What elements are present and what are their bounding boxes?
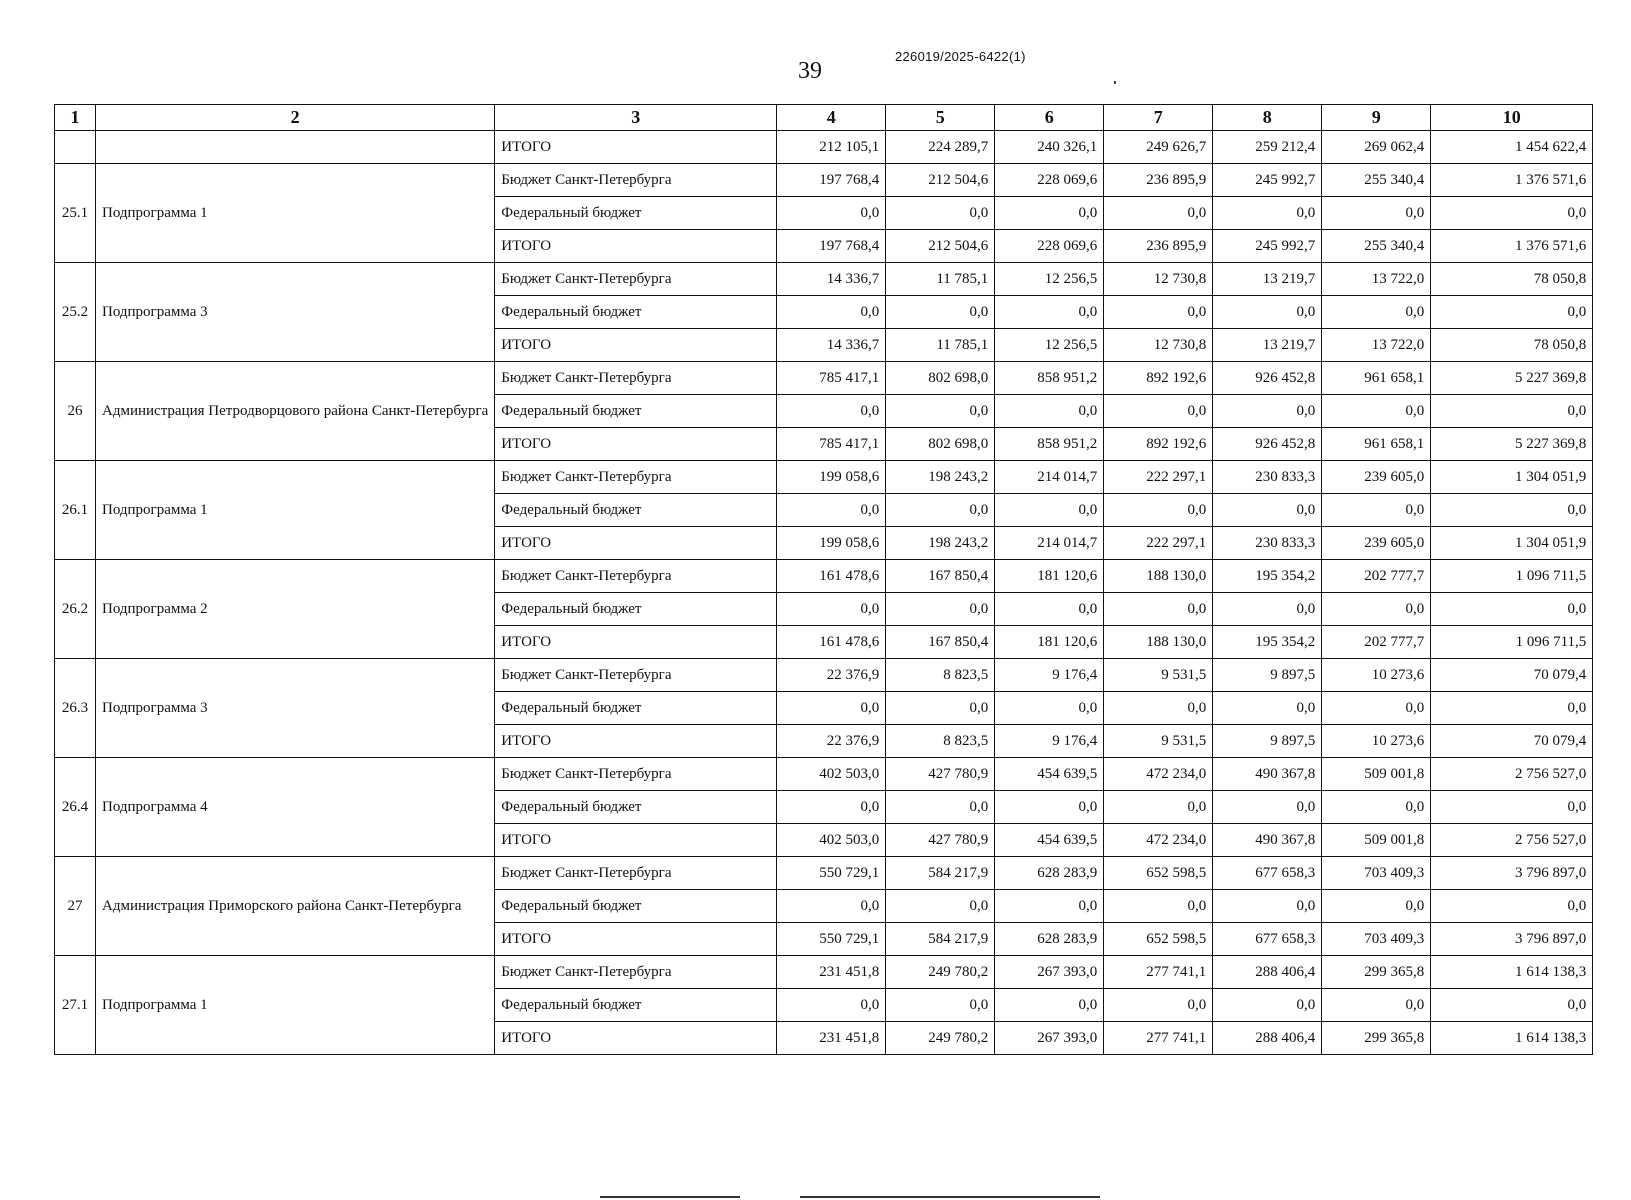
value-cell: 0,0 [995, 890, 1104, 923]
value-cell: 892 192,6 [1104, 362, 1213, 395]
row-index-cell [55, 131, 96, 164]
value-cell: 161 478,6 [777, 560, 886, 593]
value-cell: 10 273,6 [1322, 725, 1431, 758]
value-cell: 9 176,4 [995, 659, 1104, 692]
value-cell: 1 096 711,5 [1431, 560, 1593, 593]
column-header: 8 [1213, 105, 1322, 131]
column-header: 1 [55, 105, 96, 131]
value-cell: 11 785,1 [886, 263, 995, 296]
value-cell: 267 393,0 [995, 1022, 1104, 1055]
row-index-cell: 26.3 [55, 659, 96, 758]
value-cell: 1 454 622,4 [1431, 131, 1593, 164]
table-row [55, 857, 1593, 890]
row-index-cell: 26.1 [55, 461, 96, 560]
value-cell: 0,0 [1104, 890, 1213, 923]
value-cell: 584 217,9 [886, 857, 995, 890]
value-cell: 199 058,6 [777, 461, 886, 494]
value-cell: 214 014,7 [995, 461, 1104, 494]
value-cell: 0,0 [1322, 395, 1431, 428]
value-cell: 0,0 [1322, 791, 1431, 824]
value-cell: 14 336,7 [777, 329, 886, 362]
value-cell: 197 768,4 [777, 230, 886, 263]
value-cell: 1 614 138,3 [1431, 956, 1593, 989]
funding-source-cell: Бюджет Санкт-Петербурга [495, 263, 777, 296]
value-cell: 249 780,2 [886, 1022, 995, 1055]
table-row [55, 164, 1593, 197]
funding-source-cell: ИТОГО [495, 1022, 777, 1055]
value-cell: 0,0 [995, 296, 1104, 329]
value-cell: 0,0 [777, 395, 886, 428]
value-cell: 202 777,7 [1322, 626, 1431, 659]
column-header: 10 [1431, 105, 1593, 131]
funding-source-cell: Федеральный бюджет [495, 296, 777, 329]
column-header: 3 [495, 105, 777, 131]
value-cell: 0,0 [777, 890, 886, 923]
value-cell: 249 626,7 [1104, 131, 1213, 164]
value-cell: 222 297,1 [1104, 527, 1213, 560]
value-cell: 167 850,4 [886, 626, 995, 659]
funding-source-cell: ИТОГО [495, 527, 777, 560]
value-cell: 277 741,1 [1104, 956, 1213, 989]
value-cell: 509 001,8 [1322, 824, 1431, 857]
value-cell: 0,0 [886, 890, 995, 923]
value-cell: 9 897,5 [1213, 659, 1322, 692]
value-cell: 161 478,6 [777, 626, 886, 659]
funding-source-cell: Бюджет Санкт-Петербурга [495, 857, 777, 890]
column-header: 2 [96, 105, 495, 131]
value-cell: 0,0 [777, 989, 886, 1022]
value-cell: 12 730,8 [1104, 263, 1213, 296]
row-name-cell: Администрация Петродворцового района Санкт-Петербурга [96, 362, 495, 461]
value-cell: 0,0 [1104, 494, 1213, 527]
value-cell: 961 658,1 [1322, 362, 1431, 395]
funding-source-cell: ИТОГО [495, 428, 777, 461]
row-name-cell: Подпрограмма 4 [96, 758, 495, 857]
value-cell: 1 304 051,9 [1431, 461, 1593, 494]
value-cell: 0,0 [995, 593, 1104, 626]
funding-source-cell: ИТОГО [495, 824, 777, 857]
table-row [55, 560, 1593, 593]
row-name-cell: Подпрограмма 3 [96, 263, 495, 362]
value-cell: 402 503,0 [777, 824, 886, 857]
value-cell: 490 367,8 [1213, 824, 1322, 857]
row-index-cell: 26.4 [55, 758, 96, 857]
funding-source-cell: Федеральный бюджет [495, 692, 777, 725]
funding-source-cell: Бюджет Санкт-Петербурга [495, 659, 777, 692]
value-cell: 1 376 571,6 [1431, 164, 1593, 197]
row-index-cell: 25.1 [55, 164, 96, 263]
value-cell: 0,0 [1431, 494, 1593, 527]
value-cell: 926 452,8 [1213, 428, 1322, 461]
value-cell: 652 598,5 [1104, 923, 1213, 956]
funding-source-cell: Бюджет Санкт-Петербурга [495, 164, 777, 197]
value-cell: 228 069,6 [995, 230, 1104, 263]
value-cell: 249 780,2 [886, 956, 995, 989]
value-cell: 3 796 897,0 [1431, 923, 1593, 956]
funding-source-cell: ИТОГО [495, 230, 777, 263]
value-cell: 212 504,6 [886, 230, 995, 263]
value-cell: 0,0 [1213, 989, 1322, 1022]
value-cell: 584 217,9 [886, 923, 995, 956]
funding-source-cell: ИТОГО [495, 923, 777, 956]
value-cell: 195 354,2 [1213, 626, 1322, 659]
value-cell: 0,0 [777, 494, 886, 527]
value-cell: 8 823,5 [886, 659, 995, 692]
value-cell: 0,0 [1104, 296, 1213, 329]
value-cell: 0,0 [1322, 296, 1431, 329]
value-cell: 0,0 [1322, 197, 1431, 230]
value-cell: 550 729,1 [777, 857, 886, 890]
row-name-cell: Администрация Приморского района Санкт-Петербурга [96, 857, 495, 956]
value-cell: 70 079,4 [1431, 725, 1593, 758]
value-cell: 13 219,7 [1213, 263, 1322, 296]
footer-rule [600, 1196, 740, 1198]
value-cell: 245 992,7 [1213, 230, 1322, 263]
budget-table [54, 104, 1593, 1055]
value-cell: 12 730,8 [1104, 329, 1213, 362]
row-index-cell: 27 [55, 857, 96, 956]
value-cell: 0,0 [1322, 494, 1431, 527]
value-cell: 277 741,1 [1104, 1022, 1213, 1055]
funding-source-cell: Федеральный бюджет [495, 197, 777, 230]
funding-source-cell: Бюджет Санкт-Петербурга [495, 461, 777, 494]
value-cell: 0,0 [995, 791, 1104, 824]
value-cell: 9 897,5 [1213, 725, 1322, 758]
value-cell: 0,0 [1104, 791, 1213, 824]
value-cell: 427 780,9 [886, 758, 995, 791]
value-cell: 255 340,4 [1322, 164, 1431, 197]
value-cell: 9 531,5 [1104, 725, 1213, 758]
value-cell: 0,0 [1104, 692, 1213, 725]
header-row [55, 105, 1593, 131]
value-cell: 0,0 [886, 692, 995, 725]
value-cell: 961 658,1 [1322, 428, 1431, 461]
funding-source-cell: Федеральный бюджет [495, 989, 777, 1022]
value-cell: 0,0 [1213, 296, 1322, 329]
row-name-cell: Подпрограмма 2 [96, 560, 495, 659]
value-cell: 9 531,5 [1104, 659, 1213, 692]
value-cell: 0,0 [1213, 593, 1322, 626]
value-cell: 0,0 [777, 791, 886, 824]
value-cell: 0,0 [1431, 989, 1593, 1022]
value-cell: 628 283,9 [995, 857, 1104, 890]
funding-source-cell: Федеральный бюджет [495, 593, 777, 626]
value-cell: 0,0 [1431, 395, 1593, 428]
value-cell: 0,0 [1431, 890, 1593, 923]
value-cell: 267 393,0 [995, 956, 1104, 989]
value-cell: 802 698,0 [886, 362, 995, 395]
value-cell: 0,0 [1213, 692, 1322, 725]
table-row [55, 758, 1593, 791]
value-cell: 197 768,4 [777, 164, 886, 197]
row-name-cell: Подпрограмма 1 [96, 164, 495, 263]
funding-source-cell: ИТОГО [495, 329, 777, 362]
funding-source-cell: Бюджет Санкт-Петербурга [495, 758, 777, 791]
value-cell: 212 105,1 [777, 131, 886, 164]
value-cell: 785 417,1 [777, 428, 886, 461]
row-index-cell: 27.1 [55, 956, 96, 1055]
value-cell: 255 340,4 [1322, 230, 1431, 263]
value-cell: 0,0 [1213, 395, 1322, 428]
table-row [55, 659, 1593, 692]
funding-source-cell: Федеральный бюджет [495, 494, 777, 527]
value-cell: 926 452,8 [1213, 362, 1322, 395]
value-cell: 195 354,2 [1213, 560, 1322, 593]
value-cell: 0,0 [1104, 989, 1213, 1022]
value-cell: 0,0 [1213, 494, 1322, 527]
value-cell: 5 227 369,8 [1431, 428, 1593, 461]
value-cell: 0,0 [886, 494, 995, 527]
value-cell: 236 895,9 [1104, 164, 1213, 197]
value-cell: 628 283,9 [995, 923, 1104, 956]
row-index-cell: 25.2 [55, 263, 96, 362]
funding-source-cell: Федеральный бюджет [495, 791, 777, 824]
column-header: 9 [1322, 105, 1431, 131]
value-cell: 0,0 [1431, 593, 1593, 626]
value-cell: 1 096 711,5 [1431, 626, 1593, 659]
value-cell: 490 367,8 [1213, 758, 1322, 791]
value-cell: 0,0 [1213, 890, 1322, 923]
value-cell: 472 234,0 [1104, 758, 1213, 791]
value-cell: 9 176,4 [995, 725, 1104, 758]
table-body [55, 131, 1593, 1055]
table-row [55, 362, 1593, 395]
value-cell: 703 409,3 [1322, 923, 1431, 956]
value-cell: 0,0 [1322, 692, 1431, 725]
value-cell: 0,0 [777, 197, 886, 230]
funding-source-cell: Бюджет Санкт-Петербурга [495, 362, 777, 395]
value-cell: 299 365,8 [1322, 956, 1431, 989]
value-cell: 0,0 [777, 593, 886, 626]
value-cell: 0,0 [1431, 296, 1593, 329]
value-cell: 0,0 [1104, 395, 1213, 428]
value-cell: 239 605,0 [1322, 461, 1431, 494]
value-cell: 13 219,7 [1213, 329, 1322, 362]
value-cell: 230 833,3 [1213, 527, 1322, 560]
value-cell: 550 729,1 [777, 923, 886, 956]
page-number: 39 [798, 58, 822, 84]
value-cell: 231 451,8 [777, 956, 886, 989]
value-cell: 0,0 [886, 593, 995, 626]
value-cell: 0,0 [886, 989, 995, 1022]
value-cell: 0,0 [886, 395, 995, 428]
funding-source-cell: Бюджет Санкт-Петербурга [495, 956, 777, 989]
value-cell: 14 336,7 [777, 263, 886, 296]
value-cell: 167 850,4 [886, 560, 995, 593]
value-cell: 0,0 [1213, 197, 1322, 230]
value-cell: 0,0 [1322, 890, 1431, 923]
row-name-cell: Подпрограмма 1 [96, 956, 495, 1055]
value-cell: 11 785,1 [886, 329, 995, 362]
value-cell: 12 256,5 [995, 329, 1104, 362]
value-cell: 802 698,0 [886, 428, 995, 461]
value-cell: 402 503,0 [777, 758, 886, 791]
table-row [55, 461, 1593, 494]
value-cell: 259 212,4 [1213, 131, 1322, 164]
value-cell: 3 796 897,0 [1431, 857, 1593, 890]
table-row [55, 956, 1593, 989]
value-cell: 0,0 [1431, 791, 1593, 824]
value-cell: 22 376,9 [777, 659, 886, 692]
value-cell: 0,0 [995, 395, 1104, 428]
value-cell: 199 058,6 [777, 527, 886, 560]
value-cell: 427 780,9 [886, 824, 995, 857]
value-cell: 677 658,3 [1213, 923, 1322, 956]
funding-source-cell: ИТОГО [495, 725, 777, 758]
value-cell: 224 289,7 [886, 131, 995, 164]
value-cell: 677 658,3 [1213, 857, 1322, 890]
value-cell: 188 130,0 [1104, 626, 1213, 659]
table-row [55, 131, 1593, 164]
value-cell: 892 192,6 [1104, 428, 1213, 461]
value-cell: 299 365,8 [1322, 1022, 1431, 1055]
row-name-cell [96, 131, 495, 164]
value-cell: 10 273,6 [1322, 659, 1431, 692]
value-cell: 222 297,1 [1104, 461, 1213, 494]
value-cell: 236 895,9 [1104, 230, 1213, 263]
funding-source-cell: Федеральный бюджет [495, 890, 777, 923]
funding-source-cell: Бюджет Санкт-Петербурга [495, 560, 777, 593]
value-cell: 0,0 [1322, 593, 1431, 626]
value-cell: 240 326,1 [995, 131, 1104, 164]
value-cell: 188 130,0 [1104, 560, 1213, 593]
table-row [55, 263, 1593, 296]
value-cell: 198 243,2 [886, 461, 995, 494]
value-cell: 228 069,6 [995, 164, 1104, 197]
value-cell: 288 406,4 [1213, 956, 1322, 989]
value-cell: 8 823,5 [886, 725, 995, 758]
value-cell: 858 951,2 [995, 362, 1104, 395]
value-cell: 0,0 [777, 296, 886, 329]
row-name-cell: Подпрограмма 1 [96, 461, 495, 560]
value-cell: 0,0 [886, 791, 995, 824]
value-cell: 0,0 [1431, 692, 1593, 725]
value-cell: 212 504,6 [886, 164, 995, 197]
column-header: 4 [777, 105, 886, 131]
value-cell: 22 376,9 [777, 725, 886, 758]
value-cell: 78 050,8 [1431, 263, 1593, 296]
value-cell: 13 722,0 [1322, 329, 1431, 362]
value-cell: 0,0 [886, 296, 995, 329]
value-cell: 703 409,3 [1322, 857, 1431, 890]
value-cell: 2 756 527,0 [1431, 758, 1593, 791]
value-cell: 785 417,1 [777, 362, 886, 395]
value-cell: 0,0 [995, 494, 1104, 527]
value-cell: 1 614 138,3 [1431, 1022, 1593, 1055]
value-cell: 454 639,5 [995, 758, 1104, 791]
value-cell: 0,0 [886, 197, 995, 230]
value-cell: 1 304 051,9 [1431, 527, 1593, 560]
value-cell: 78 050,8 [1431, 329, 1593, 362]
value-cell: 2 756 527,0 [1431, 824, 1593, 857]
value-cell: 1 376 571,6 [1431, 230, 1593, 263]
funding-source-cell: ИТОГО [495, 626, 777, 659]
value-cell: 0,0 [995, 989, 1104, 1022]
value-cell: 0,0 [1213, 791, 1322, 824]
value-cell: 70 079,4 [1431, 659, 1593, 692]
value-cell: 181 120,6 [995, 626, 1104, 659]
value-cell: 0,0 [1104, 197, 1213, 230]
value-cell: 0,0 [1431, 197, 1593, 230]
document-id: 226019/2025-6422(1) [895, 49, 1026, 64]
value-cell: 0,0 [995, 197, 1104, 230]
column-header: 7 [1104, 105, 1213, 131]
column-header: 5 [886, 105, 995, 131]
value-cell: 472 234,0 [1104, 824, 1213, 857]
funding-source-cell: ИТОГО [495, 131, 777, 164]
value-cell: 239 605,0 [1322, 527, 1431, 560]
value-cell: 0,0 [1104, 593, 1213, 626]
scan-mark [1114, 81, 1116, 84]
value-cell: 0,0 [995, 692, 1104, 725]
value-cell: 454 639,5 [995, 824, 1104, 857]
value-cell: 198 243,2 [886, 527, 995, 560]
value-cell: 202 777,7 [1322, 560, 1431, 593]
value-cell: 269 062,4 [1322, 131, 1431, 164]
value-cell: 214 014,7 [995, 527, 1104, 560]
value-cell: 509 001,8 [1322, 758, 1431, 791]
value-cell: 0,0 [1322, 989, 1431, 1022]
value-cell: 181 120,6 [995, 560, 1104, 593]
value-cell: 12 256,5 [995, 263, 1104, 296]
value-cell: 230 833,3 [1213, 461, 1322, 494]
funding-source-cell: Федеральный бюджет [495, 395, 777, 428]
row-name-cell: Подпрограмма 3 [96, 659, 495, 758]
value-cell: 245 992,7 [1213, 164, 1322, 197]
value-cell: 288 406,4 [1213, 1022, 1322, 1055]
row-index-cell: 26.2 [55, 560, 96, 659]
value-cell: 5 227 369,8 [1431, 362, 1593, 395]
footer-rule [800, 1196, 1100, 1198]
value-cell: 652 598,5 [1104, 857, 1213, 890]
value-cell: 0,0 [777, 692, 886, 725]
row-index-cell: 26 [55, 362, 96, 461]
value-cell: 13 722,0 [1322, 263, 1431, 296]
value-cell: 231 451,8 [777, 1022, 886, 1055]
column-header: 6 [995, 105, 1104, 131]
value-cell: 858 951,2 [995, 428, 1104, 461]
